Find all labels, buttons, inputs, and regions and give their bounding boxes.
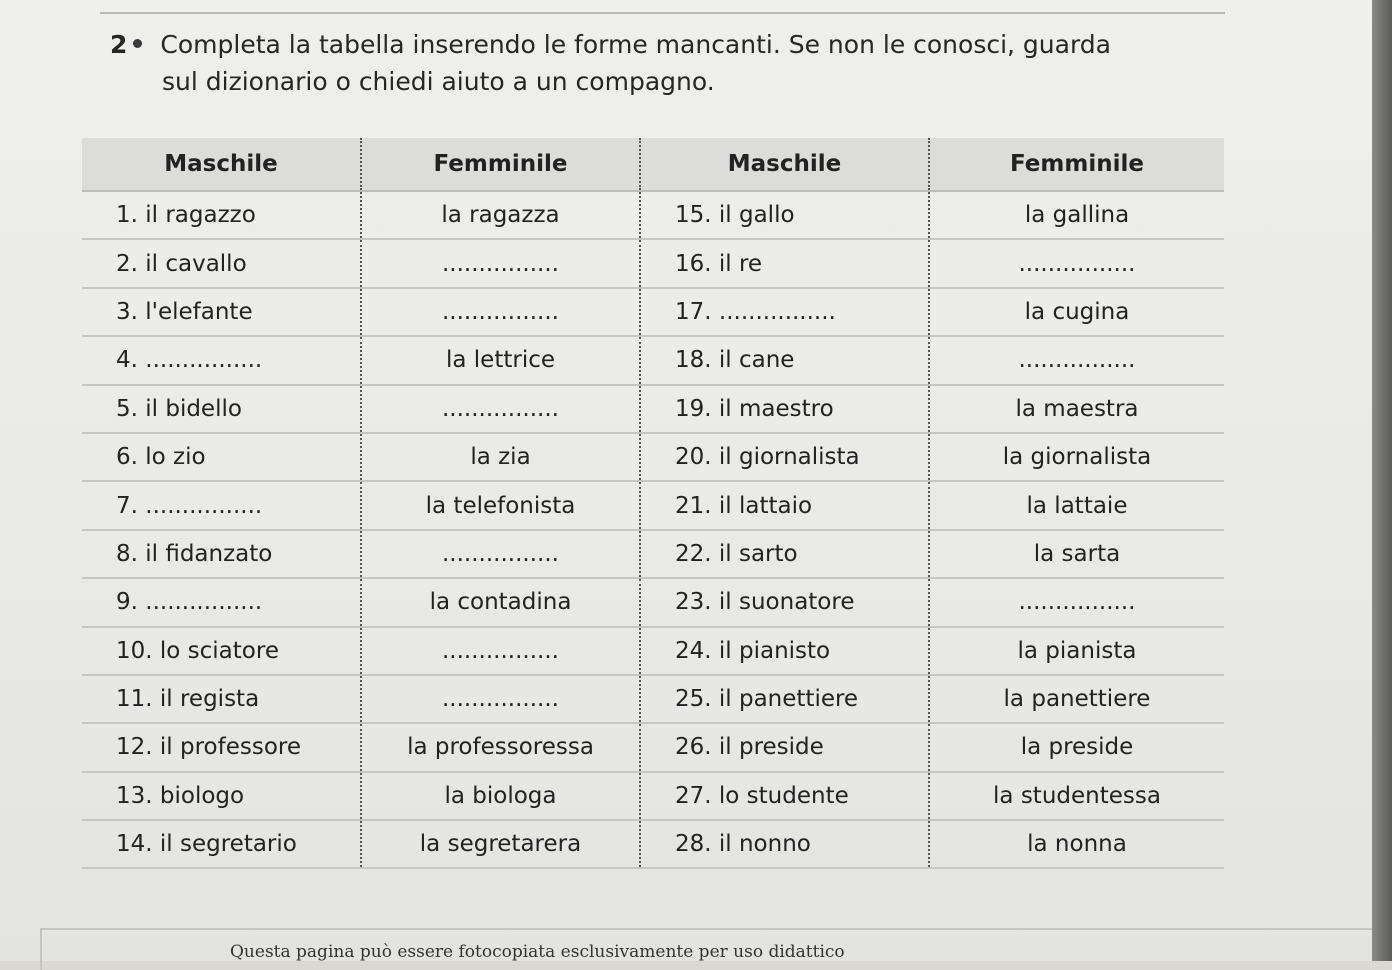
- table-row: [82, 288, 1224, 336]
- femminile-cell[interactable]: ................: [361, 385, 640, 433]
- table-row: [82, 385, 1224, 433]
- femminile-cell[interactable]: ................: [361, 288, 640, 336]
- maschile-cell: 18. il cane: [640, 336, 929, 384]
- maschile-cell: 25. il panettiere: [640, 675, 929, 723]
- femminile-cell: la nonna: [929, 820, 1224, 868]
- femminile-cell: la studentessa: [929, 772, 1224, 820]
- femminile-cell: la telefonista: [361, 481, 640, 529]
- femminile-cell: la segretarera: [361, 820, 640, 868]
- header-femminile-2: Femminile: [929, 138, 1224, 191]
- femminile-cell: la panettiere: [929, 675, 1224, 723]
- instruction-line-2: sul dizionario o chiedi aiuto a un compagno.: [162, 67, 715, 96]
- table-row: [82, 675, 1224, 723]
- femminile-cell[interactable]: ................: [361, 239, 640, 287]
- instruction-line-1: [110, 26, 1210, 63]
- femminile-cell[interactable]: ................: [361, 675, 640, 723]
- femminile-cell: la gallina: [929, 191, 1224, 239]
- femminile-cell: la cugina: [929, 288, 1224, 336]
- maschile-cell: 24. il pianisto: [640, 627, 929, 675]
- maschile-cell: 6. lo zio: [82, 433, 361, 481]
- instruction-text-1: Completa la tabella inserendo le forme mancanti. Se non le conosci, guarda: [160, 30, 1111, 59]
- femminile-cell: la professoressa: [361, 723, 640, 771]
- maschile-cell[interactable]: 7. ................: [82, 481, 361, 529]
- maschile-cell: 3. l'elefante: [82, 288, 361, 336]
- femminile-cell: la preside: [929, 723, 1224, 771]
- bullet-dot-icon: [133, 39, 142, 48]
- maschile-cell: 20. il giornalista: [640, 433, 929, 481]
- maschile-cell: 13. biologo: [82, 772, 361, 820]
- femminile-cell[interactable]: ................: [361, 530, 640, 578]
- femminile-cell: la contadina: [361, 578, 640, 626]
- femminile-cell[interactable]: ................: [929, 336, 1224, 384]
- femminile-cell: la lettrice: [361, 336, 640, 384]
- maschile-cell: 22. il sarto: [640, 530, 929, 578]
- table-row: [82, 578, 1224, 626]
- table-header-row: [82, 138, 1224, 191]
- table-row: [82, 336, 1224, 384]
- table-row: [82, 530, 1224, 578]
- table-row: [82, 723, 1224, 771]
- femminile-cell[interactable]: ................: [929, 578, 1224, 626]
- femminile-cell[interactable]: ................: [361, 627, 640, 675]
- header-maschile-2: Maschile: [640, 138, 929, 191]
- femminile-cell: la zia: [361, 433, 640, 481]
- femminile-cell[interactable]: ................: [929, 239, 1224, 287]
- maschile-cell: 2. il cavallo: [82, 239, 361, 287]
- table-row: [82, 433, 1224, 481]
- table-body: [82, 191, 1224, 868]
- table-row: [82, 772, 1224, 820]
- maschile-cell: 1. il ragazzo: [82, 191, 361, 239]
- femminile-cell: la pianista: [929, 627, 1224, 675]
- femminile-cell: la sarta: [929, 530, 1224, 578]
- table-row: [82, 239, 1224, 287]
- maschile-cell: 11. il regista: [82, 675, 361, 723]
- exercise-number: 2: [110, 30, 128, 59]
- maschile-cell: 14. il segretario: [82, 820, 361, 868]
- maschile-cell: 8. il fidanzato: [82, 530, 361, 578]
- maschile-cell[interactable]: 4. ................: [82, 336, 361, 384]
- femminile-cell: la lattaie: [929, 481, 1224, 529]
- maschile-cell: 12. il professore: [82, 723, 361, 771]
- exercise-instruction: [110, 26, 1210, 100]
- maschile-cell: 15. il gallo: [640, 191, 929, 239]
- top-divider: [100, 12, 1225, 14]
- femminile-cell: la biologa: [361, 772, 640, 820]
- table-row: [82, 627, 1224, 675]
- maschile-cell: 23. il suonatore: [640, 578, 929, 626]
- page-edge-shadow: [1372, 0, 1392, 961]
- table-row: [82, 820, 1224, 868]
- maschile-cell: 10. lo sciatore: [82, 627, 361, 675]
- gender-table: [82, 138, 1224, 869]
- maschile-cell: 26. il preside: [640, 723, 929, 771]
- maschile-cell[interactable]: 17. ................: [640, 288, 929, 336]
- table-row: [82, 191, 1224, 239]
- maschile-cell[interactable]: 9. ................: [82, 578, 361, 626]
- header-maschile-1: Maschile: [82, 138, 361, 191]
- maschile-cell: 16. il re: [640, 239, 929, 287]
- maschile-cell: 27. lo studente: [640, 772, 929, 820]
- femminile-cell: la giornalista: [929, 433, 1224, 481]
- maschile-cell: 21. il lattaio: [640, 481, 929, 529]
- table-row: [82, 481, 1224, 529]
- maschile-cell: 28. il nonno: [640, 820, 929, 868]
- footer-note: Questa pagina può essere fotocopiata esclusivamente per uso didattico: [230, 942, 845, 962]
- maschile-cell: 19. il maestro: [640, 385, 929, 433]
- maschile-cell: 5. il bidello: [82, 385, 361, 433]
- header-femminile-1: Femminile: [361, 138, 640, 191]
- femminile-cell: la maestra: [929, 385, 1224, 433]
- femminile-cell: la ragazza: [361, 191, 640, 239]
